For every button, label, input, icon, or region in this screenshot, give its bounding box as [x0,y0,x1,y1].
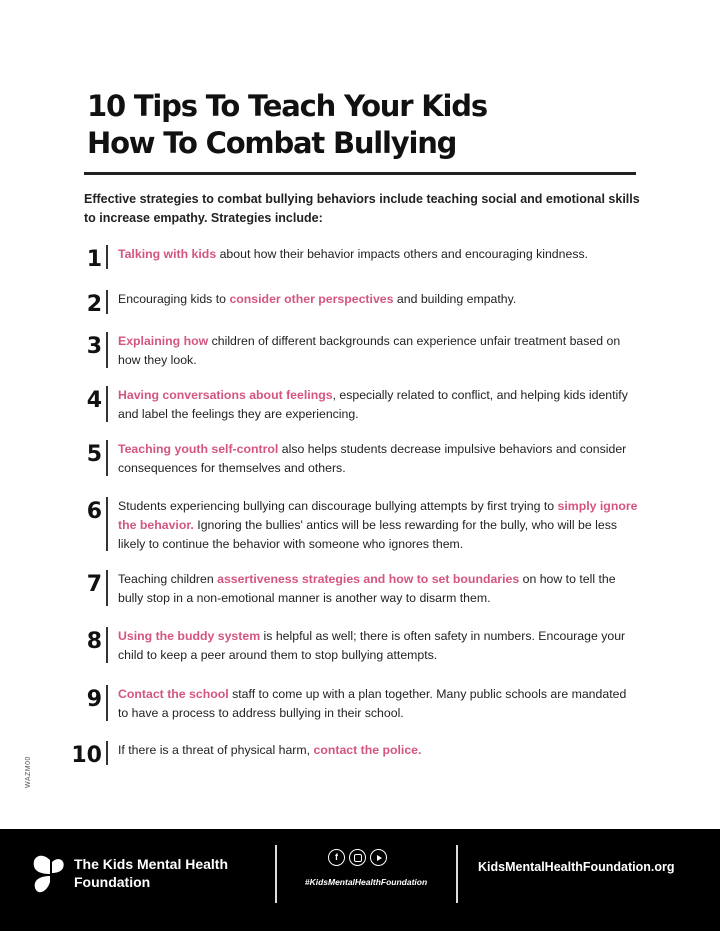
tip-text-segment: Encouraging kids to [118,292,230,306]
intro-text: Effective strategies to combat bullying behaviors include teaching social and emotional skills to increase empathy. Strategies include: [84,192,640,225]
tip-text-segment: and building empathy. [393,292,517,306]
tip-item [0,440,720,500]
tip-divider [106,245,108,269]
tip-text-segment: If there is a threat of physical harm, [118,743,314,757]
tip-text-segment: also helps students decrease impulsive behaviors and consider consequences for themselves and others. [118,442,627,475]
tip-item [0,685,720,745]
youtube-icon[interactable] [370,849,387,866]
tip-text [118,290,638,309]
title-divider [84,172,636,175]
tip-text-segment: children of different backgrounds can experience unfair treatment based on how they look. [118,334,621,367]
tip-divider [106,497,108,551]
org-name-line-1: The Kids Mental Health [74,856,229,872]
tip-text [118,440,638,478]
org-name [74,855,274,891]
title-line-2: How To Combat Bullying [87,126,457,160]
footer-divider-right [456,845,458,903]
tip-number: 7 [86,572,102,597]
page-title [87,88,647,162]
tip-highlight: contact the police. [313,743,422,757]
tip-number: 8 [86,629,102,654]
tip-divider [106,332,108,368]
tip-highlight: Contact the school [118,687,229,701]
tip-number: 1 [86,247,102,272]
tip-text [118,386,638,424]
document-code: WAZM00 [25,756,32,788]
tip-item [0,741,720,801]
tip-number: 10 [71,743,102,768]
tip-number: 4 [86,388,102,413]
tip-number: 3 [86,334,102,359]
tip-text [118,685,638,723]
tip-divider [106,627,108,663]
tip-highlight: consider other perspectives [229,292,394,306]
tip-highlight: Talking with kids [118,247,217,261]
tip-highlight: Explaining how [118,334,209,348]
tip-number: 5 [86,442,102,467]
tip-divider [106,570,108,606]
tip-item [0,570,720,630]
tip-text [118,245,638,264]
tip-highlight: assertiveness strategies and how to set boundaries [217,572,520,586]
tip-item [0,627,720,687]
tip-text-segment: staff to come up with a plan together. Many public schools are mandated to have a process to address bullying in their school. [118,687,627,720]
tip-item [0,332,720,392]
tip-text [118,570,638,608]
tip-highlight: Teaching youth self-control [118,442,279,456]
tip-text-segment: is helpful as well; there is often safety in numbers. Encourage your child to keep a peer around them to stop bullying attempts. [118,629,626,662]
facebook-icon[interactable]: f [328,849,345,866]
footer-divider-left [275,845,277,903]
tip-text [118,332,638,370]
tip-divider [106,386,108,422]
tip-text [118,497,638,554]
tip-text-segment: on how to tell the bully stop in a non-emotional manner is another way to disarm them. [118,572,616,605]
tip-number: 9 [86,687,102,712]
tip-item [0,497,720,557]
tip-item [0,386,720,446]
tip-text [118,627,638,665]
footer [0,829,720,931]
title-line-1: 10 Tips To Teach Your Kids [87,89,487,123]
tip-highlight: simply ignore the behavior. [118,499,638,532]
website-link[interactable]: KidsMentalHealthFoundation.org [478,860,675,874]
tip-highlight: Using the buddy system [118,629,261,643]
tip-divider [106,440,108,476]
tip-text-segment: about how their behavior impacts others and encouraging kindness. [216,247,589,261]
butterfly-logo-icon [30,852,70,898]
tip-text-segment: Teaching children [118,572,218,586]
tip-text [118,741,638,760]
tip-number: 2 [86,292,102,317]
tip-text-segment: , especially related to conflict, and helping kids identify and label the feelings they are experiencing. [118,388,628,421]
tip-divider [106,290,108,314]
tip-text-segment: Students experiencing bullying can discourage bullying attempts by first trying to [118,499,558,513]
instagram-icon[interactable] [349,849,366,866]
hashtag: #KidsMentalHealthFoundation [304,877,428,887]
tip-highlight: Having conversations about feelings [118,388,333,402]
tip-divider [106,685,108,721]
org-name-line-2: Foundation [74,874,151,890]
tip-number: 6 [86,499,102,524]
social-links [328,849,387,866]
tip-text-segment: Ignoring the bullies' antics will be less rewarding for the bully, who will be less likely to continue the behavior with someone who ignores them. [118,518,618,551]
tip-divider [106,741,108,765]
